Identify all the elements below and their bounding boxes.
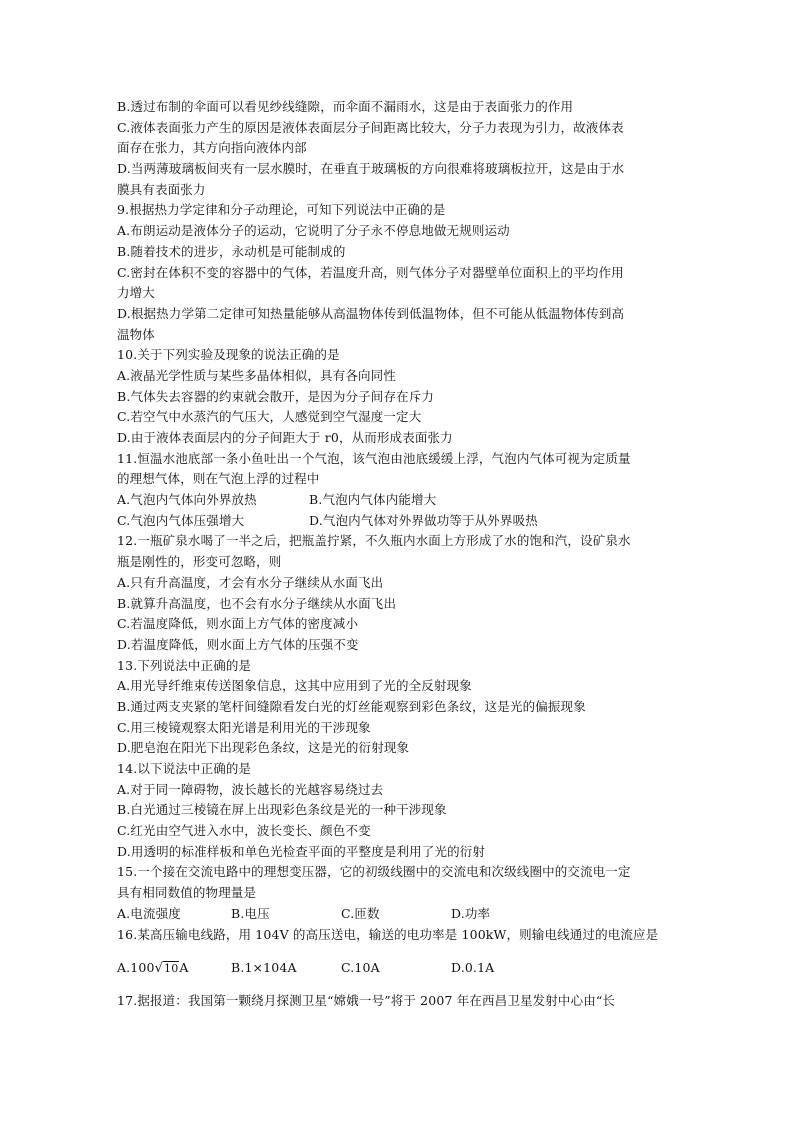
text-line: 9.根据热力学定律和分子动理论，可知下列说法中正确的是: [117, 202, 446, 218]
q15-option-d: D.功率: [451, 905, 491, 921]
q16-option-a: [117, 951, 231, 984]
text-line: 13.下列说法中正确的是: [117, 657, 252, 673]
text-line: A.对于同一障碍物，波长越长的光越容易绕过去: [117, 781, 384, 797]
text-line: 温物体: [117, 326, 155, 342]
text-line: 15.一个接在交流电路中的理想变压器，它的初级线圈中的交流电和次级线圈中的交流电一定: [117, 864, 631, 880]
text-block-1: [117, 97, 683, 490]
q15-option-b: B.电压: [231, 905, 270, 921]
text-line: D.肥皂泡在阳光下出现彩色条纹，这是光的衍射现象: [117, 740, 410, 756]
q11-options-row-2: [117, 511, 683, 532]
q11-options-row-1: [117, 490, 683, 511]
q16-option-a-prefix: A.100: [117, 960, 155, 976]
text-line: 14.以下说法中正确的是: [117, 761, 252, 776]
q16-option-a-radicand: 10: [164, 962, 179, 976]
q16-options-row: [117, 951, 683, 984]
text-line: 10.关于下列实验及现象的说法正确的是: [117, 347, 340, 363]
q11-option-a: A.气泡内气体向外界放热: [117, 492, 257, 508]
q16-option-b: B.1×104A: [231, 960, 297, 976]
q16-option-d: D.0.1A: [451, 960, 495, 976]
text-line: 具有相同数值的物理量是: [117, 885, 257, 901]
text-line: 瓶是刚性的，形变可忽略，则: [117, 554, 282, 570]
text-line: D.根据热力学第二定律可知热量能够从高温物体传到低温物体，但不可能从低温物体传到高: [117, 305, 625, 321]
text-line: 面存在张力，其方向指向液体内部: [117, 140, 307, 156]
text-line: B.随着技术的进步，永动机是可能制成的: [117, 243, 346, 259]
text-block-2: [117, 531, 683, 903]
text-line: A.用光导纤维束传送图象信息，这其中应用到了光的全反射现象: [117, 678, 472, 694]
text-line: 膜具有表面张力: [117, 181, 206, 197]
sqrt-symbol: √10: [154, 961, 179, 977]
text-line: A.液晶光学性质与某些多晶体相似，具有各向同性: [117, 367, 396, 383]
text-line: D.若温度降低，则水面上方气体的压强不变: [117, 636, 359, 652]
exam-page: [117, 97, 683, 1012]
text-line: C.若温度降低，则水面上方气体的密度减小: [117, 616, 359, 632]
q15-option-a: A.电流强度: [117, 905, 181, 921]
text-line: D.用透明的标准样板和单色光检查平面的平整度是利用了光的衍射: [117, 843, 486, 859]
q16-stem: 16.某高压输电线路，用 104V 的高压送电，输送的电功率是 100kW，则输电线通过的电流应是: [117, 926, 659, 942]
text-line: A.只有升高温度，才会有水分子继续从水面飞出: [117, 574, 384, 590]
q17-stem: 17.据报道：我国第一颗绕月探测卫星“嫦娥一号”将于 2007 年在西昌卫星发射中心由“长: [117, 993, 616, 1009]
q15-options-row: [117, 904, 683, 925]
text-line: C.密封在体积不变的容器中的气体，若温度升高，则气体分子对器壁单位面积上的平均作用: [117, 264, 624, 280]
text-line: C.液体表面张力产生的原因是液体表面层分子间距离比较大，分子力表现为引力，故液体表: [117, 119, 624, 135]
text-line: 11.恒温水池底部一条小鱼吐出一个气泡，该气泡由池底缓缓上浮，气泡内气体可视为定质量: [117, 450, 631, 466]
text-line: C.若空气中水蒸汽的气压大，人感觉到空气湿度一定大: [117, 409, 422, 425]
q11-option-d: D.气泡内气体对外界做功等于从外界吸热: [309, 512, 538, 528]
q11-option-b: B.气泡内气体内能增大: [309, 492, 437, 508]
text-line: A.布朗运动是液体分子的运动，它说明了分子永不停息地做无规则运动: [117, 223, 510, 239]
q11-option-c: C.气泡内气体压强增大: [117, 512, 245, 528]
q15-option-c: C.匝数: [341, 905, 380, 921]
text-line: B.就算升高温度，也不会有水分子继续从水面飞出: [117, 595, 397, 611]
text-line: 力增大: [117, 285, 155, 301]
text-line: D.由于液体表面层内的分子间距大于 r0，从而形成表面张力: [117, 430, 453, 445]
text-line: B.透过布制的伞面可以看见纱线缝隙，而伞面不漏雨水，这是由于表面张力的作用: [117, 99, 574, 114]
q16-option-c: C.10A: [341, 960, 380, 976]
text-line: D.当两薄玻璃板间夹有一层水膜时，在垂直于玻璃板的方向很难将玻璃板拉开，这是由于水: [117, 161, 625, 177]
text-line: 的理想气体，则在气泡上浮的过程中: [117, 471, 320, 487]
text-line: B.白光通过三棱镜在屏上出现彩色条纹是光的一种干涉现象: [117, 802, 447, 818]
text-line: 12.一瓶矿泉水喝了一半之后，把瓶盖拧紧，不久瓶内水面上方形成了水的饱和汽，设矿泉水: [117, 533, 631, 549]
q16-option-a-suffix: A: [179, 960, 189, 976]
text-line: B.气体失去容器的约束就会散开，是因为分子间存在斥力: [117, 388, 435, 404]
text-line: C.红光由空气进入水中，波长变长、颜色不变: [117, 823, 371, 839]
text-line: B.通过两支夹紧的笔杆间缝隙看发白光的灯丝能观察到彩色条纹，这是光的偏振现象: [117, 698, 586, 714]
text-line: C.用三棱镜观察太阳光谱是利用光的干涉现象: [117, 719, 371, 735]
